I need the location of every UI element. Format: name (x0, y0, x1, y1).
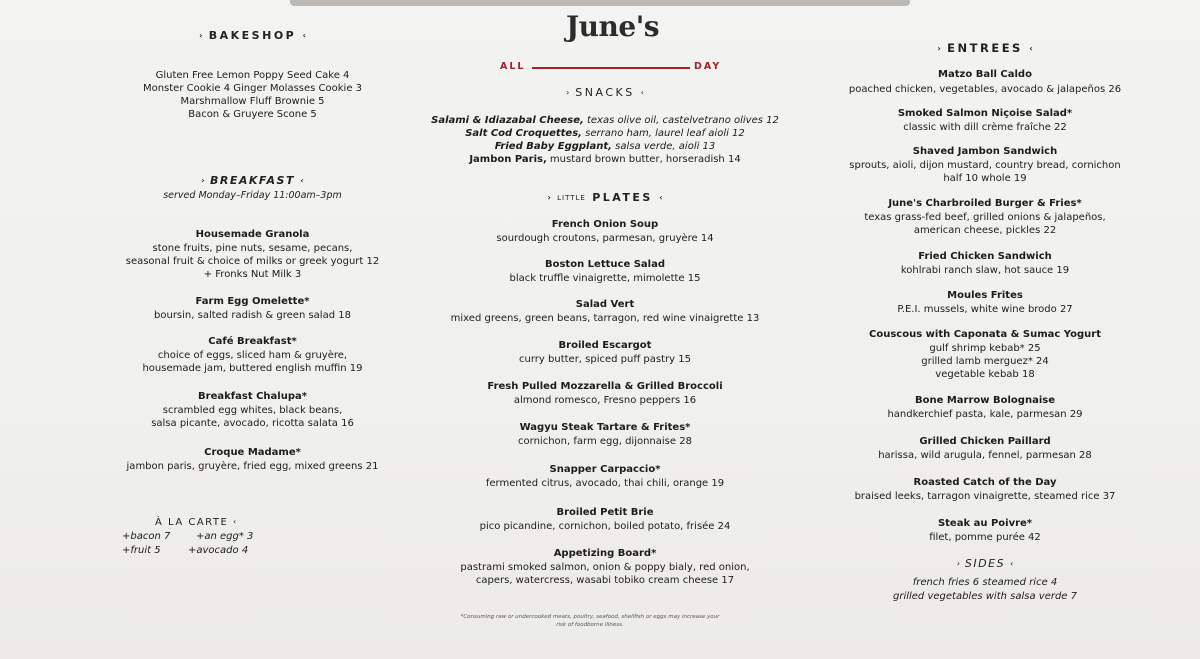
menu-item-name: Broiled Escargot (558, 340, 652, 351)
menu-item-desc: filet, pomme purée 42 (929, 532, 1041, 543)
menu-item-desc: seasonal fruit & choice of milks or greek yogurt 12 (125, 256, 380, 267)
side-line: french fries 6 steamed rice 4 (912, 577, 1058, 588)
menu-item-name: Shaved Jambon Sandwich (912, 146, 1058, 157)
snack-line: Salt Cod Croquettes, serrano ham, laurel leaf aioli 12 (465, 128, 745, 139)
menu-item-desc: choice of eggs, sliced ham & gruyère, (157, 350, 348, 361)
bakeshop-line: Monster Cookie 4 Ginger Molasses Cookie 3 (142, 83, 363, 94)
menu-item-name: French Onion Soup (551, 219, 659, 230)
day-label: DAY (694, 61, 722, 72)
menu-item-desc: housemade jam, buttered english muffin 19 (142, 363, 363, 374)
snack-line: Fried Baby Eggplant, salsa verde, aioli 13 (494, 141, 716, 152)
menu-item-desc: sourdough croutons, parmesan, gruyère 14 (496, 233, 714, 244)
menu-item-desc: pastrami smoked salmon, onion & poppy bialy, red onion, (460, 562, 750, 573)
entrees-heading: › ENTREES ‹ (937, 41, 1033, 55)
menu-item-name: Farm Egg Omelette* (195, 296, 310, 307)
menu-item-name: Steak au Poivre* (937, 518, 1033, 529)
menu-item-name: Broiled Petit Brie (556, 507, 654, 518)
menu-item-name: Boston Lettuce Salad (544, 259, 665, 270)
menu-item-desc: P.E.I. mussels, white wine brodo 27 (897, 304, 1073, 315)
alacarte-item: +avocado 4 (188, 545, 249, 556)
menu-item-desc: salsa picante, avocado, ricotta salata 16 (151, 418, 354, 429)
middle-column (430, 0, 780, 659)
menu-item-desc: kohlrabi ranch slaw, hot sauce 19 (900, 265, 1070, 276)
menu-item-name: Roasted Catch of the Day (913, 477, 1057, 488)
snack-line: Jambon Paris, mustard brown butter, horseradish 14 (469, 154, 741, 165)
menu-item-desc: scrambled egg whites, black beans, (162, 405, 343, 416)
menu-item-desc: gulf shrimp kebab* 25 (929, 343, 1041, 354)
menu-item-desc: mixed greens, green beans, tarragon, red wine vinaigrette 13 (450, 313, 760, 324)
alacarte-heading: À LA CARTE ‹ (155, 517, 237, 528)
menu-item-desc: braised leeks, tarragon vinaigrette, steamed rice 37 (854, 491, 1116, 502)
breakfast-heading: › BREAKFAST ‹ (201, 174, 304, 187)
plates-heading: › LITTLE PLATES ‹ (547, 191, 663, 204)
menu-item-name: Fresh Pulled Mozzarella & Grilled Broccoli (487, 381, 723, 392)
breakfast-hours: served Monday–Friday 11:00am–3pm (163, 190, 342, 201)
menu-item-name: Smoked Salmon Niçoise Salad* (897, 108, 1073, 119)
bakeshop-line: Gluten Free Lemon Poppy Seed Cake 4 (155, 70, 350, 81)
menu-item-name: Breakfast Chalupa* (198, 391, 307, 402)
menu-item-name: Housemade Granola (195, 229, 310, 240)
menu-item-desc: poached chicken, vegetables, avocado & jalapeños 26 (848, 84, 1122, 95)
menu-item-desc: half 10 whole 19 (943, 173, 1027, 184)
menu-item-desc: american cheese, pickles 22 (913, 225, 1057, 236)
menu-item-desc: curry butter, spiced puff pastry 15 (519, 354, 691, 365)
menu-item-desc: black truffle vinaigrette, mimolette 15 (509, 273, 701, 284)
snacks-heading: › SNACKS ‹ (566, 86, 644, 99)
right-column (790, 0, 1180, 659)
menu-item-desc: almond romesco, Fresno peppers 16 (513, 395, 697, 406)
menu-item-name: Grilled Chicken Paillard (919, 436, 1051, 447)
menu-item-desc: fermented citrus, avocado, thai chili, orange 19 (485, 478, 725, 489)
menu-item-name: Snapper Carpaccio* (549, 464, 661, 475)
menu-item-desc: boursin, salted radish & green salad 18 (154, 310, 351, 321)
menu-item-name: Fried Chicken Sandwich (918, 251, 1052, 262)
restaurant-logo: June's (565, 10, 660, 43)
alacarte-item: +fruit 5 (122, 545, 161, 556)
menu-item-desc: handkerchief pasta, kale, parmesan 29 (887, 409, 1083, 420)
left-column (55, 0, 450, 659)
menu-item-name: Appetizing Board* (553, 548, 657, 559)
menu-item-name: June's Charbroiled Burger & Fries* (888, 198, 1082, 209)
menu-item-name: Salad Vert (575, 299, 635, 310)
menu-item-desc: pico picandine, cornichon, boiled potato, frisée 24 (479, 521, 731, 532)
menu-item-desc: cornichon, farm egg, dijonnaise 28 (518, 436, 692, 447)
menu-item-desc: vegetable kebab 18 (935, 369, 1035, 380)
menu-item-desc: jambon paris, gruyère, fried egg, mixed greens 21 (126, 461, 379, 472)
menu-item-desc: harissa, wild arugula, fennel, parmesan 28 (878, 450, 1092, 461)
menu-item-desc: grilled lamb merguez* 24 (921, 356, 1049, 367)
menu-item-name: Matzo Ball Caldo (938, 69, 1032, 80)
snack-line: Salami & Idiazabal Cheese, texas olive oil, castelvetrano olives 12 (431, 115, 779, 126)
menu-item-name: Wagyu Steak Tartare & Frites* (519, 422, 691, 433)
sides-heading: › SIDES ‹ (956, 557, 1014, 570)
menu-item-desc: texas grass-fed beef, grilled onions & jalapeños, (864, 212, 1106, 223)
menu-item-name: Bone Marrow Bolognaise (914, 395, 1055, 406)
bakeshop-heading: › BAKESHOP ‹ (199, 29, 306, 42)
menu-item-desc: stone fruits, pine nuts, sesame, pecans, (152, 243, 353, 254)
alacarte-item: +an egg* 3 (196, 531, 254, 542)
menu-item-desc: sprouts, aioli, dijon mustard, country bread, cornichon (849, 160, 1121, 171)
side-line: grilled vegetables with salsa verde 7 (892, 591, 1077, 602)
menu-item-desc: + Fronks Nut Milk 3 (203, 269, 302, 280)
bakeshop-line: Marshmallow Fluff Brownie 5 (180, 96, 325, 107)
all-label: ALL (500, 61, 526, 72)
menu-item-desc: classic with dill crème fraîche 22 (903, 122, 1067, 133)
menu-item-name: Café Breakfast* (208, 336, 297, 347)
alacarte-item: +bacon 7 (122, 531, 171, 542)
bakeshop-line: Bacon & Gruyere Scone 5 (188, 109, 317, 120)
menu-item-desc: capers, watercress, wasabi tobiko cream cheese 17 (475, 575, 735, 586)
raw-food-disclaimer: *Consuming raw or undercooked meats, poultry, seafood, shellfish or eggs may increase your risk of foodborne illness. (460, 614, 720, 628)
menu-item-name: Croque Madame* (204, 447, 301, 458)
menu-item-name: Moules Frites (947, 290, 1023, 301)
menu-item-name: Couscous with Caponata & Sumac Yogurt (869, 329, 1101, 340)
